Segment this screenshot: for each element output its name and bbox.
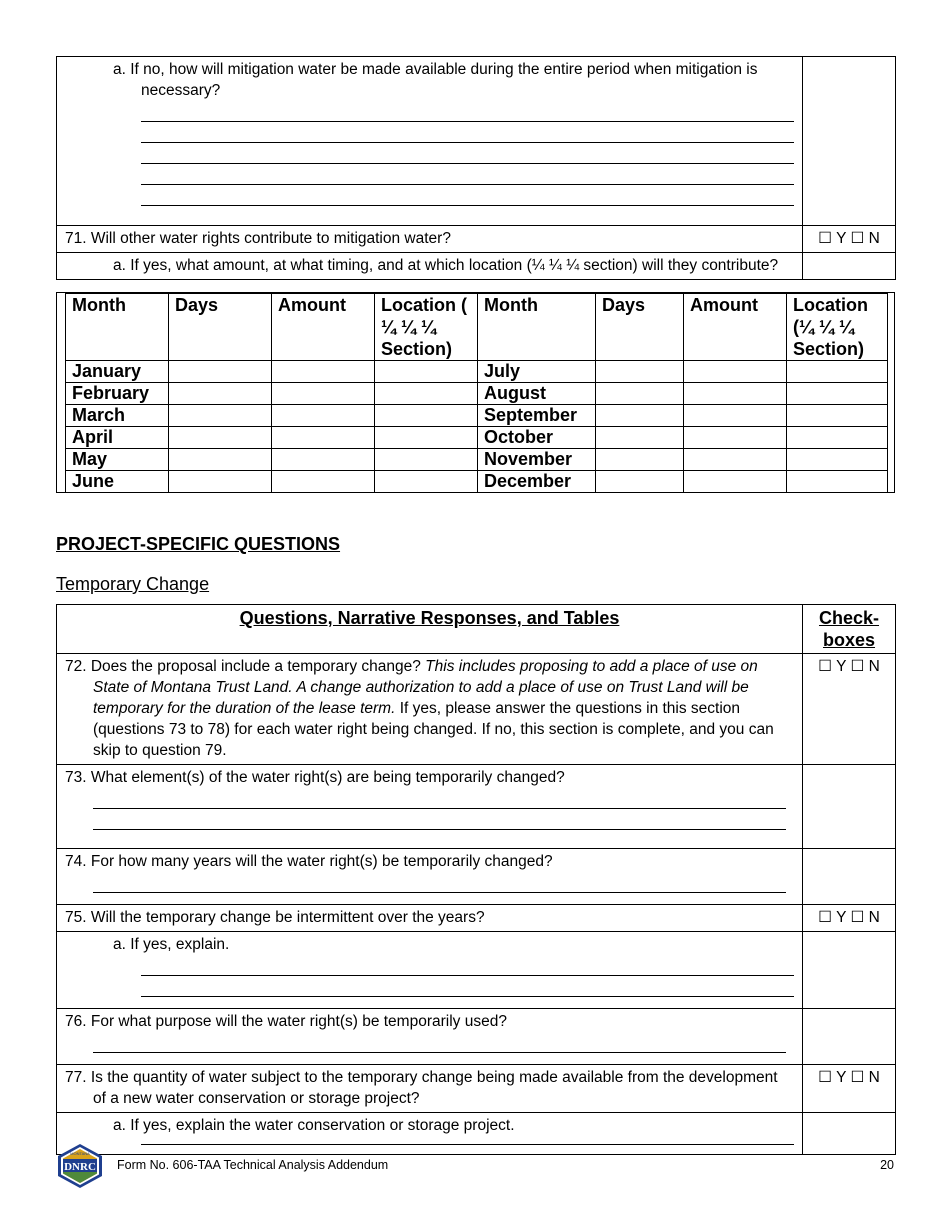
question-76: 76. For what purpose will the water right(s) be temporarily used? [65,1013,507,1030]
answer-lines-73[interactable] [93,788,786,830]
month-table-wrapper [56,292,895,493]
checkboxes-header: Check-boxes [803,605,896,654]
question-75a: a. If yes, explain. [113,936,230,953]
question-71a: a. If yes, what amount, at what timing, and at which location (¼ ¼ ¼ section) will they contribute? [113,257,779,274]
temporary-change-table [56,604,896,1155]
question-71: 71. Will other water rights contribute to mitigation water? [57,226,803,253]
answer-lines-76[interactable] [93,1032,786,1053]
checkbox-71[interactable]: ☐ Y ☐ N [803,226,896,253]
header-month-1: Month [66,294,169,361]
answer-lines-70a[interactable] [141,101,794,206]
table-row: April October [66,427,888,449]
question-73: 73. What element(s) of the water right(s) are being temporarily changed? [65,769,565,786]
table-row: January July [66,361,888,383]
table-row: June December [66,471,888,493]
section-title: PROJECT-SPECIFIC QUESTIONS [56,534,341,554]
question-73-row [57,765,896,849]
answer-lines-75a[interactable] [141,955,794,997]
question-70a: a. If no, how will mitigation water be made available during the entire period when mitigation is necessary? [113,61,758,99]
question-71-row [57,226,896,253]
question-75: 75. Will the temporary change be intermittent over the years? [57,905,803,932]
checkbox-72[interactable]: ☐ Y ☐ N [803,654,896,765]
question-72-row [57,654,896,765]
question-77: 77. Is the quantity of water subject to the temporary change being made available from the development of a new water conservation or storage project? [65,1069,778,1107]
logo-text: DNRC [64,1161,96,1173]
month-table [65,293,888,493]
question-77a-row [57,1113,896,1155]
qtable-header-row [57,605,896,654]
header-days-2: Days [596,294,684,361]
header-amount-2: Amount [684,294,787,361]
month-table-header [66,294,888,361]
table-row: February August [66,383,888,405]
logo-small-text: MONTANA [70,1151,90,1156]
header-days-1: Days [169,294,272,361]
table-row: May November [66,449,888,471]
question-72: 72. Does the proposal include a temporary change? This includes proposing to add a place of use on State of Montana Trust Land. A change authorization to add a place of use on Trust Land will be temporary for the duration of the lease term. If yes, please answer the questions in this section (questions 73 to 78) for each water right being changed. If no, this section is complete, and you can skip to question 79. [65,658,774,759]
checkbox-77[interactable]: ☐ Y ☐ N [803,1065,896,1113]
header-location-1: Location ( ¼ ¼ ¼ Section) [375,294,478,361]
question-71a-row [57,253,896,280]
footer-form-name: Form No. 606-TAA Technical Analysis Addendum [117,1158,389,1172]
question-74-row [57,849,896,905]
subsection-title: Temporary Change [56,574,210,594]
header-amount-1: Amount [272,294,375,361]
questions-header: Questions, Narrative Responses, and Tables [57,605,803,654]
answer-lines-77a[interactable] [141,1136,794,1145]
mitigation-table [56,56,896,280]
question-75a-row [57,932,896,1009]
question-70a-row [57,57,896,226]
question-77a: a. If yes, explain the water conservation or storage project. [113,1117,515,1134]
question-77-row [57,1065,896,1113]
table-row: March September [66,405,888,427]
header-month-2: Month [478,294,596,361]
checkbox-75[interactable]: ☐ Y ☐ N [803,905,896,932]
question-74: 74. For how many years will the water right(s) be temporarily changed? [65,853,553,870]
header-location-2: Location (¼ ¼ ¼ Section) [787,294,888,361]
dnrc-logo [56,1143,104,1189]
page-number: 20 [880,1158,894,1172]
answer-lines-74[interactable] [93,872,786,893]
question-75-row [57,905,896,932]
question-76-row [57,1009,896,1065]
